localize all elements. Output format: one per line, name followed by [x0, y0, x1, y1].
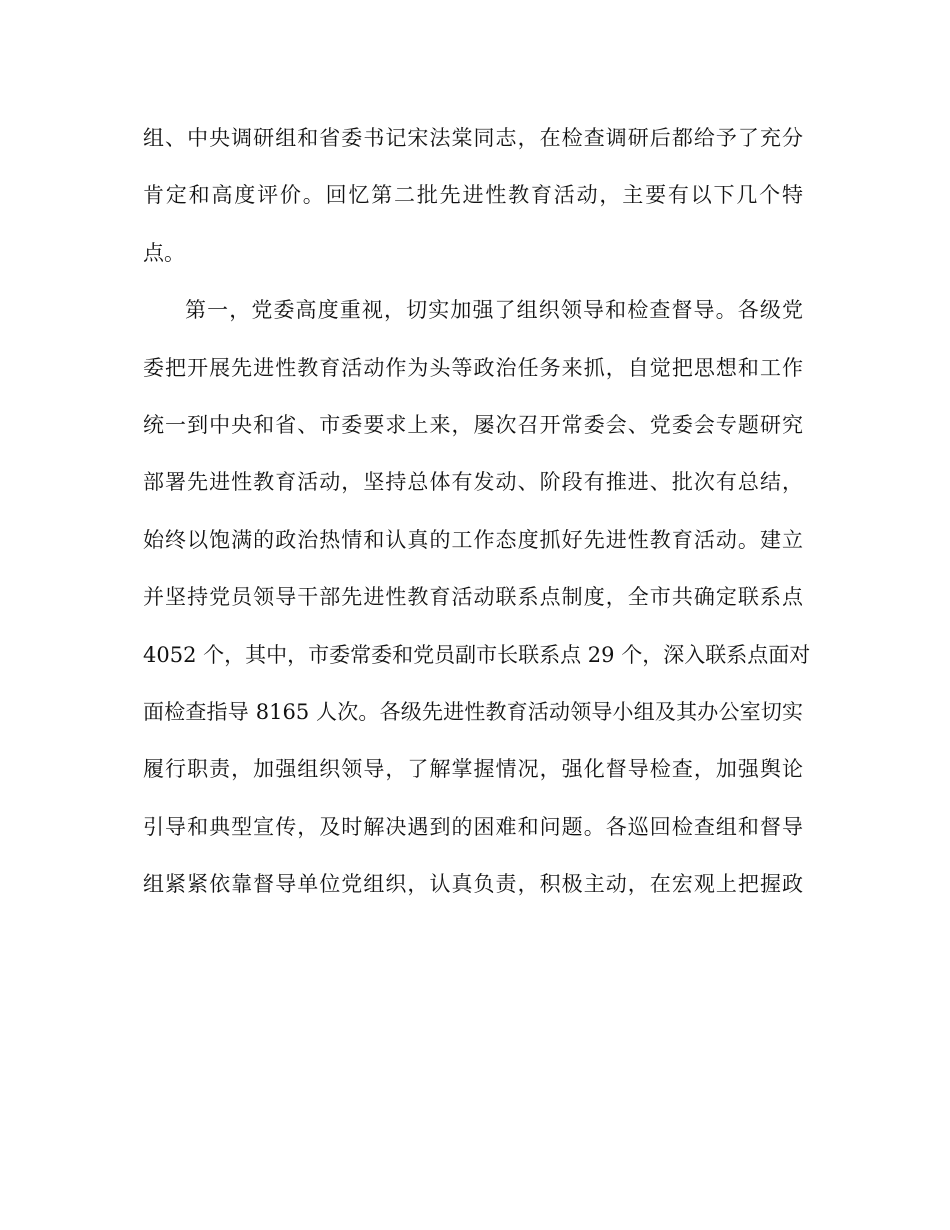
text-line: 点。 [143, 240, 185, 265]
text-line: 始终以饱满的政治热情和认真的工作态度抓好先进性教育活动。建立 [143, 527, 803, 552]
text-line: 委把开展先进性教育活动作为头等政治任务来抓，自觉把思想和工作 [143, 355, 803, 380]
text-line: 引导和典型宣传，及时解决遇到的困难和问题。各巡回检查组和督导 [143, 814, 803, 839]
text-line: 统一到中央和省、市委要求上来，屡次召开常委会、党委会专题研究 [143, 412, 803, 437]
text-line: 组紧紧依靠督导单位党组织，认真负责，积极主动，在宏观上把握政 [143, 872, 803, 897]
text-line: 肯定和高度评价。回忆第二批先进性教育活动，主要有以下几个特 [143, 183, 803, 208]
text-line: 履行职责，加强组织领导，了解掌握情况，强化督导检查，加强舆论 [143, 757, 803, 782]
text-line: 面检查指导 8165 人次。各级先进性教育活动领导小组及其办公室切实 [143, 699, 803, 724]
body-text [143, 118, 811, 921]
paragraph-first-line: 第一，党委高度重视，切实加强了组织领导和检查督导。各级党 [185, 298, 803, 323]
text-line: 部署先进性教育活动，坚持总体有发动、阶段有推进、批次有总结， [143, 470, 803, 495]
text-line: 组、中央调研组和省委书记宋法棠同志，在检查调研后都给予了充分 [143, 126, 803, 150]
text-line: 4052 个，其中，市委常委和党员副市长联系点 29 个，深入联系点面对 [143, 642, 811, 667]
text-line: 并坚持党员领导干部先进性教育活动联系点制度，全市共确定联系点 [143, 585, 803, 610]
